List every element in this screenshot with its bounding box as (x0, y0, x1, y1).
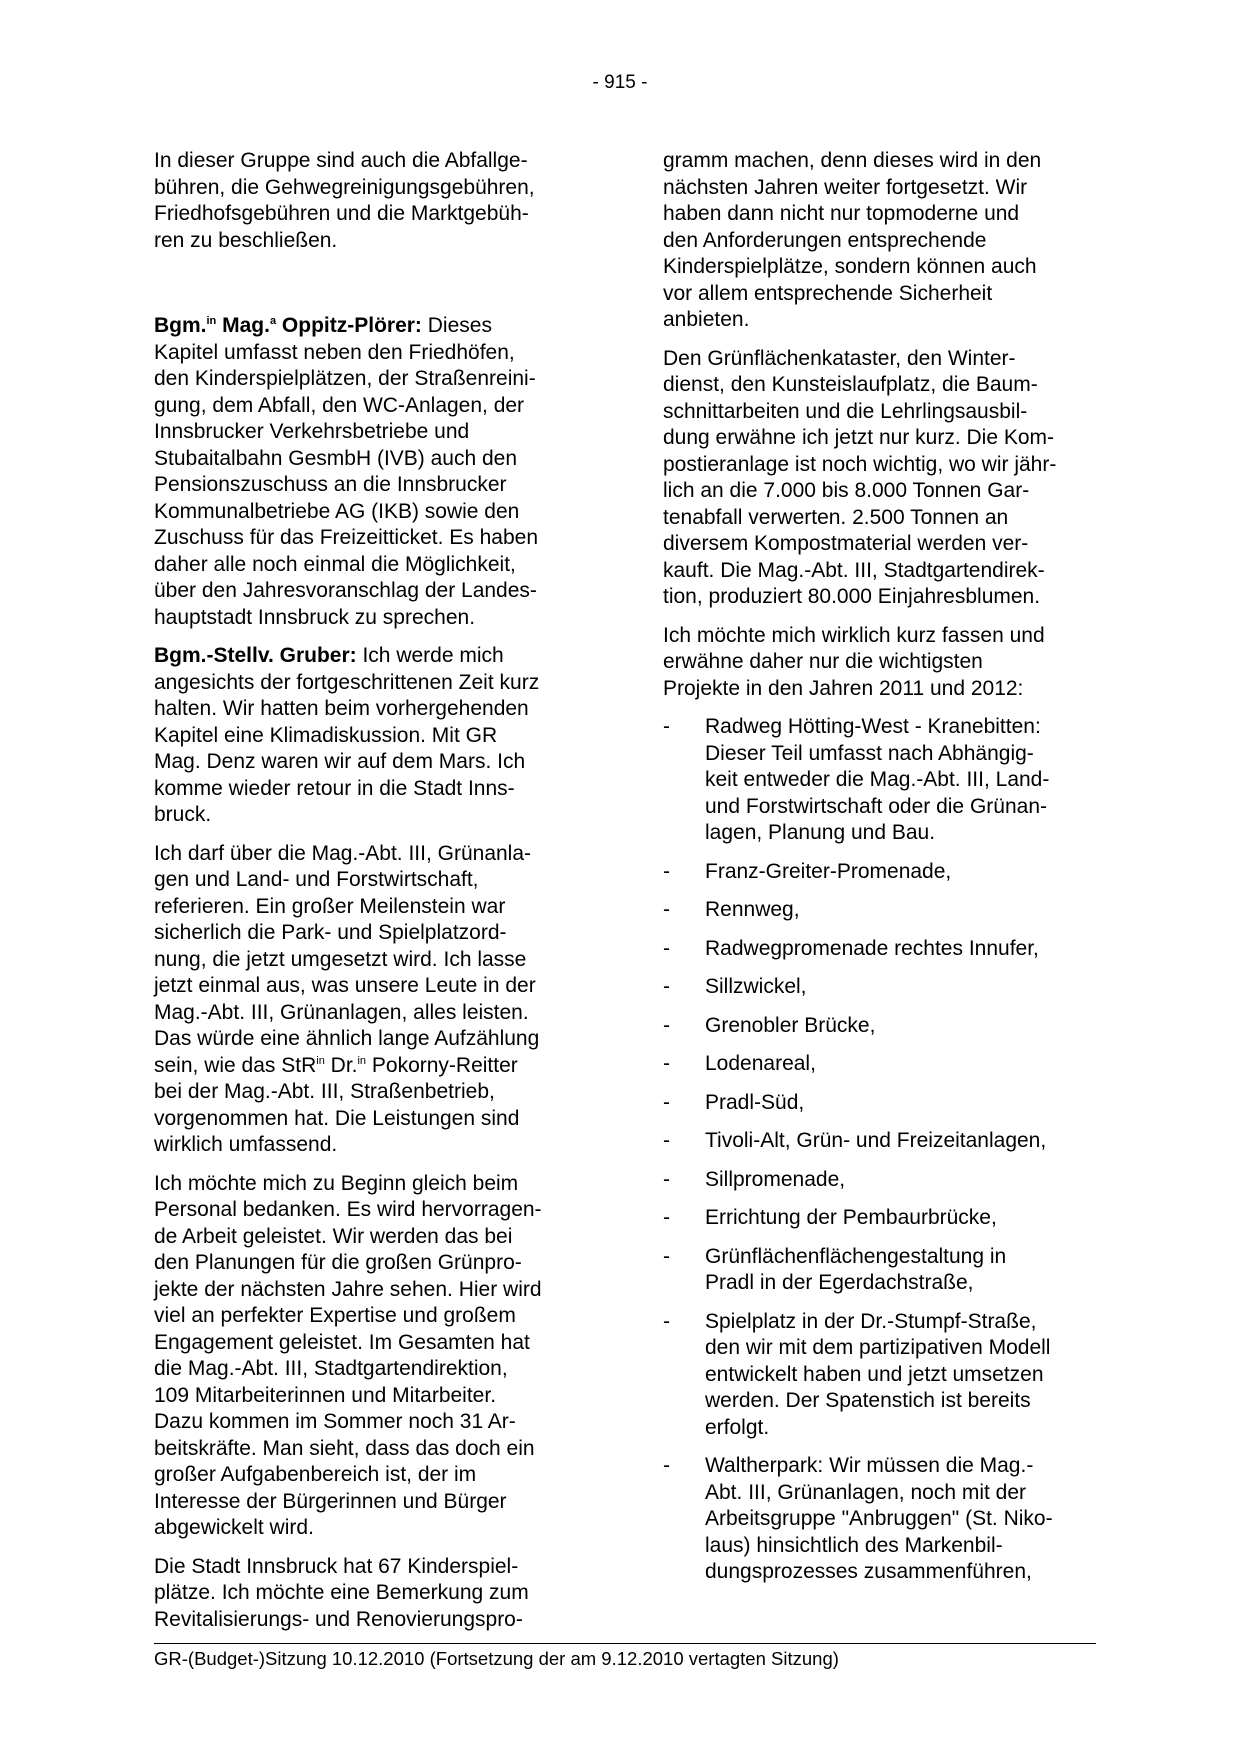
text-line: ren zu beschließen. (154, 228, 338, 252)
text-line: Sillpromenade, (705, 1167, 846, 1191)
text-line: nung, die jetzt umgesetzt wird. Ich lasse (154, 947, 527, 971)
text-line: Kinderspielplätze, sondern können auch (663, 255, 1037, 278)
list-dash: - (663, 898, 670, 921)
text-line: Errichtung der Pembaurbrücke, (705, 1206, 997, 1229)
text-line: Pensionszuschuss an die Innsbrucker (154, 473, 507, 496)
text-line: bühren, die Gehwegreinigungsgebühren, (154, 175, 535, 199)
speaker-name: Bgm.$^{in}$ Mag.$^a$ Oppitz-Plörer: (154, 314, 422, 337)
text-line: den wir mit dem partizipativen Modell (705, 1336, 1051, 1359)
list-item (663, 1051, 1095, 1078)
list-dash: - (663, 1454, 670, 1477)
text-line: Dieser Teil umfasst nach Abhängig- (705, 741, 1034, 765)
text-line: tion, produziert 80.000 Einjahresblumen. (663, 585, 1041, 608)
text-line: Sillzwickel, (705, 975, 807, 998)
text-line: Lodenareal, (705, 1052, 816, 1075)
paragraph (663, 623, 1095, 703)
text-line: dung erwähne ich jetzt nur kurz. Die Kom- (663, 426, 1055, 449)
text-line: dungsprozesses zusammenführen, (705, 1560, 1032, 1583)
text-line: Stubaitalbahn GesmbH (IVB) auch den (154, 446, 518, 470)
text-line: sicherlich die Park- und Spielplatzord- (154, 921, 507, 944)
list-item (663, 974, 1095, 1001)
text-line: jekte der nächsten Jahre sehen. Hier wird (154, 1277, 542, 1301)
text-line: Zuschuss für das Freizeitticket. Es haben (154, 526, 538, 549)
text-line: In dieser Gruppe sind auch die Abfallge- (154, 149, 528, 172)
text-line: 109 Mitarbeiterinnen und Mitarbeiter. (154, 1383, 497, 1407)
list-dash: - (663, 1167, 670, 1191)
text-line: lagen, Planung und Bau. (705, 821, 936, 844)
text-line: diversem Kompostmaterial werden ver- (663, 532, 1029, 555)
text-line: Bgm.$^{in}$ Mag.$^a$ Oppitz-Plörer: Dieses (154, 314, 492, 337)
text-line: bruck. (154, 803, 212, 826)
text-line: Grünflächenflächengestaltung in (705, 1244, 1007, 1268)
text-line: Rennweg, (705, 898, 800, 921)
text-line: Den Grünflächenkataster, den Winter- (663, 346, 1016, 370)
list-item (663, 714, 1095, 847)
text-line: Interesse der Bürgerinnen und Bürger (154, 1489, 507, 1513)
text-line: Das würde eine ähnlich lange Aufzählung (154, 1027, 540, 1050)
paragraph (154, 1554, 584, 1634)
list-dash: - (663, 1129, 670, 1152)
text-line: Ich möchte mich wirklich kurz fassen und (663, 623, 1045, 647)
list-dash: - (663, 1013, 670, 1037)
text-line: Pradl in der Egerdachstraße, (705, 1271, 974, 1294)
footer-text: GR-(Budget-)Sitzung 10.12.2010 (Fortsetzung der am 9.12.2010 vertagten Sitzung) (154, 1648, 839, 1669)
paragraph (154, 643, 584, 829)
text-line: viel an perfekter Expertise und großem (154, 1304, 516, 1327)
list-item (663, 936, 1095, 963)
text-line: Waltherpark: Wir müssen die Mag.- (705, 1454, 1034, 1477)
text-line: Ich darf über die Mag.-Abt. III, Grünanla- (154, 841, 532, 865)
text-line: referieren. Ein großer Meilenstein war (154, 894, 506, 918)
text-line: Innsbrucker Verkehrsbetriebe und (154, 420, 470, 443)
list-item (663, 1090, 1095, 1117)
text-line: dienst, den Kunsteislaufplatz, die Baum- (663, 373, 1038, 396)
text-line: halten. Wir hatten beim vorhergehenden (154, 697, 529, 720)
text-line: haben dann nicht nur topmoderne und (663, 202, 1020, 225)
text-line: Spielplatz in der Dr.-Stumpf-Straße, (705, 1309, 1037, 1333)
text-line: plätze. Ich möchte eine Bemerkung zum (154, 1581, 529, 1604)
text-line: Tivoli-Alt, Grün- und Freizeitanlagen, (705, 1129, 1047, 1152)
list-item (663, 1309, 1095, 1442)
footer-rule (154, 1643, 1096, 1644)
page-number: - 915 - (592, 72, 648, 93)
list-dash: - (663, 1309, 670, 1333)
text-line: gramm machen, denn dieses wird in den (663, 149, 1042, 172)
text-line: tenabfall verwerten. 2.500 Tonnen an (663, 505, 1009, 529)
list-dash: - (663, 975, 670, 998)
text-line: Kapitel eine Klimadiskussion. Mit GR (154, 723, 498, 747)
text-line: Arbeitsgruppe "Anbruggen" (St. Niko- (705, 1507, 1053, 1530)
text-line: wirklich umfassend. (154, 1133, 338, 1156)
paragraph (154, 841, 584, 1159)
text-line: postieranlage ist noch wichtig, wo wir jähr- (663, 452, 1057, 476)
text-line: Revitalisierungs- und Renovierungspro- (154, 1607, 523, 1631)
paragraph (154, 313, 584, 631)
text-line: großer Aufgabenbereich ist, der im (154, 1463, 477, 1486)
text-line: bei der Mag.-Abt. III, Straßenbetrieb, (154, 1080, 495, 1103)
text-line: vor allem entsprechende Sicherheit (663, 281, 993, 305)
right-column (663, 148, 1095, 1598)
text-line: angesichts der fortgeschrittenen Zeit kurz (154, 670, 540, 694)
text-line: vorgenommen hat. Die Leistungen sind (154, 1106, 520, 1130)
text-line: jetzt einmal aus, was unsere Leute in der (154, 974, 536, 997)
list-dash: - (663, 1052, 670, 1075)
text-line: anbieten. (663, 308, 750, 331)
text-line: Radwegpromenade rechtes Innufer, (705, 936, 1039, 960)
text-line: Die Stadt Innsbruck hat 67 Kinderspiel- (154, 1554, 519, 1578)
text-line: Dazu kommen im Sommer noch 31 Ar- (154, 1410, 516, 1433)
text-line: de Arbeit geleistet. Wir werden das bei (154, 1224, 513, 1248)
text-line: Pradl-Süd, (705, 1090, 805, 1114)
text-line: Radweg Hötting-West - Kranebitten: (705, 715, 1041, 738)
list-dash: - (663, 715, 670, 738)
text-line: Bgm.-Stellv. Gruber: Ich werde mich (154, 644, 504, 667)
list-dash: - (663, 936, 670, 960)
text-line: erfolgt. (705, 1415, 770, 1439)
text-line: den Kinderspielplätzen, der Straßenreini- (154, 367, 536, 390)
text-line: erwähne daher nur die wichtigsten (663, 650, 983, 673)
text-line: Projekte in den Jahren 2011 und 2012: (663, 676, 1024, 700)
text-line: keit entweder die Mag.-Abt. III, Land- (705, 768, 1050, 791)
text-line: daher alle noch einmal die Möglichkeit, (154, 552, 516, 576)
list-item (663, 1167, 1095, 1194)
list-dash: - (663, 1206, 670, 1229)
text-line: Friedhofsgebühren und die Marktgebüh- (154, 202, 529, 225)
list-item (663, 1205, 1095, 1232)
text-line: hauptstadt Innsbruck zu sprechen. (154, 605, 476, 629)
list-item (663, 1453, 1095, 1586)
list-dash: - (663, 859, 670, 883)
speaker-name: Bgm.-Stellv. Gruber: (154, 644, 357, 667)
text-line: lich an die 7.000 bis 8.000 Tonnen Gar- (663, 479, 1030, 502)
text-line: Engagement geleistet. Im Gesamten hat (154, 1330, 530, 1354)
text-line: komme wieder retour in die Stadt Inns- (154, 776, 515, 800)
list-item (663, 859, 1095, 886)
paragraph (154, 148, 584, 254)
text-line: nächsten Jahren weiter fortgesetzt. Wir (663, 175, 1028, 199)
text-line: Kommunalbetriebe AG (IKB) sowie den (154, 499, 520, 523)
list-item (663, 1013, 1095, 1040)
text-line: den Planungen für die großen Grünpro- (154, 1251, 522, 1274)
text-line: die Mag.-Abt. III, Stadtgartendirektion, (154, 1357, 508, 1380)
list-item (663, 897, 1095, 924)
project-list (663, 714, 1095, 1586)
text-line: Franz-Greiter-Promenade, (705, 859, 952, 883)
text-line: Personal bedanken. Es wird hervorragen- (154, 1198, 542, 1221)
text-line: beitskräfte. Man sieht, dass das doch ein (154, 1436, 535, 1460)
text-line: gung, dem Abfall, den WC-Anlagen, der (154, 393, 525, 417)
paragraph (154, 1171, 584, 1542)
text-line: gen und Land- und Forstwirtschaft, (154, 868, 479, 891)
text-line: den Anforderungen entsprechende (663, 228, 987, 252)
text-line: über den Jahresvoranschlag der Landes- (154, 579, 537, 602)
list-dash: - (663, 1090, 670, 1114)
paragraph (663, 346, 1095, 611)
text-line: Abt. III, Grünanlagen, noch mit der (705, 1480, 1027, 1504)
text-line: schnittarbeiten und die Lehrlingsausbil- (663, 399, 1028, 423)
left-column (154, 148, 584, 1645)
text-line: Mag. Denz waren wir auf dem Mars. Ich (154, 750, 526, 773)
text-line: abgewickelt wird. (154, 1516, 314, 1539)
text-line: Ich möchte mich zu Beginn gleich beim (154, 1171, 519, 1195)
text-line: Grenobler Brücke, (705, 1013, 876, 1037)
text-line: Mag.-Abt. III, Grünanlagen, alles leisten. (154, 1000, 529, 1024)
list-item (663, 1244, 1095, 1297)
paragraph (663, 148, 1095, 334)
text-line: kauft. Die Mag.-Abt. III, Stadtgartendirek- (663, 558, 1045, 582)
text-line: laus) hinsichtlich des Markenbil- (705, 1533, 1003, 1557)
text-line: sein, wie das StR$^{in}$ Dr.$^{in}$ Pokorny-Reitter (154, 1053, 518, 1077)
text-line: entwickelt haben und jetzt umsetzen (705, 1362, 1044, 1386)
text-line: und Forstwirtschaft oder die Grünan- (705, 794, 1047, 818)
list-item (663, 1128, 1095, 1155)
text-line: Kapitel umfasst neben den Friedhöfen, (154, 340, 515, 364)
text-line: werden. Der Spatenstich ist bereits (705, 1389, 1031, 1412)
list-dash: - (663, 1244, 670, 1268)
